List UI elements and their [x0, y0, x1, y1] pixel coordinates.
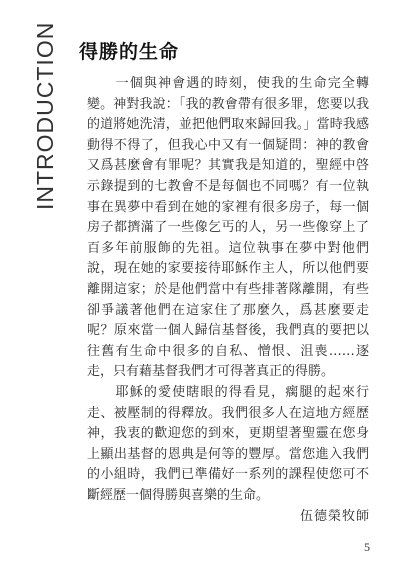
page-title: 得勝的生命: [79, 41, 180, 63]
side-label-text: INTRODUCTION: [32, 22, 58, 210]
side-label: [30, 22, 60, 212]
paragraph-1: 一個與神會遇的時刻，使我的生命完全轉變。神對我說：「我的教會帶有很多罪，您要以我的道將她洗清，並把他們取來歸回我。」當時我感動得不得了，但我心中又有一個疑問：神的教會又爲甚麼會有罪呢？其實我是知道的，聖經中啓示錄提到的七教會不是每個也不同嗎？有一位執事在異夢中看到在她的家裡有很多房子，每一個房子都擠滿了一些像乞丐的人，另一些像穿上了百多年前服飾的先祖。這位執事在夢中對他們說，現在她的家要接待耶穌作主人，所以他們要離開這家；於是他們當中有些排著隊離開，有些卻爭議著他們在這家住了那麼久，爲甚麼要走呢？原來當一個人歸信基督後，我們真的要把以往舊有生命中很多的自私、憎恨、沮喪……逐走，只有藉基督我們才可得著真正的得勝。: [87, 76, 369, 380]
body-text: [87, 74, 369, 506]
paragraph-2: 耶穌的愛使瞎眼的得看見，瘸腿的起來行走、被壓制的得釋放。我們很多人在這地方經歷神，我衷的歡迎您的到來，更期望著聖靈在您身上顯出基督的恩典是何等的豐厚。當您進入我們的小組時，我們已準備好一系列的課程使您可不斷經歷一個得勝與喜樂的生命。: [87, 384, 369, 503]
page-number: 5: [364, 540, 370, 554]
signature: 伍德榮牧師: [299, 509, 370, 524]
